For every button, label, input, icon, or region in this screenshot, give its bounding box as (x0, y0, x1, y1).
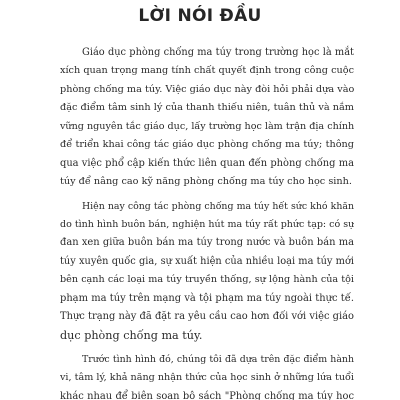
text-line: Trước tình hình đó, chúng tôi đã dựa trên đặc điểm hành (82, 354, 354, 365)
text-line: túy để nâng cao kỹ năng phòng chống ma túy cho học sinh. (60, 176, 352, 188)
text-line: do tình hình buôn bán, nghiện hút ma túy rất phức tạp: có sự (60, 218, 354, 230)
text-line: qua việc phổ cập kiến thức liên quan đến phòng chống ma (60, 157, 354, 169)
text-line: túy xuyên quốc gia, sự xuất hiện của nhiều loại ma túy mới (60, 255, 354, 267)
text-line: vững nguyên tắc giáo dục, lấy trường học làm trận địa chính (60, 120, 354, 132)
page-title: LỜI NÓI ĐẦU (138, 6, 262, 26)
body-text (60, 44, 354, 400)
text-line: đan xen giữa buôn bán ma túy trong nước và buôn bán ma (60, 237, 354, 249)
text-line: bên cạnh các loại ma túy truyền thống, sự lộng hành của tội (60, 274, 354, 286)
text-line: đặc điểm tâm sinh lý của thanh thiếu niên, tuân thủ và nắm (60, 102, 354, 114)
text-line: xích quan trọng mang tính chất quyết định trong công cuộc (60, 65, 354, 77)
text-line: Thực trạng này đã đặt ra yêu cầu cao hơn đối với việc giáo (60, 311, 354, 323)
text-line: dục phòng chống ma túy. (60, 328, 203, 342)
text-line: phòng chống ma túy. Việc giáo dục này đòi hỏi phải dựa vào (60, 83, 354, 95)
text-line: Hiện nay công tác phòng chống ma túy hết sức khó khăn (82, 200, 354, 212)
text-line: để triển khai công tác giáo dục phòng chống ma túy; thông (60, 139, 354, 151)
text-line: Giáo dục phòng chống ma túy trong trường học là mắt (82, 47, 354, 58)
text-line: phạm ma túy trên mạng và tội phạm ma túy ngoài thực tế. (60, 292, 354, 304)
text-line: vi, tâm lý, khả năng nhận thức của học sinh ở những lứa tuổi (60, 372, 354, 384)
text-line: khác nhau để biên soạn bộ sách "Phòng chống ma túy học (60, 390, 354, 400)
